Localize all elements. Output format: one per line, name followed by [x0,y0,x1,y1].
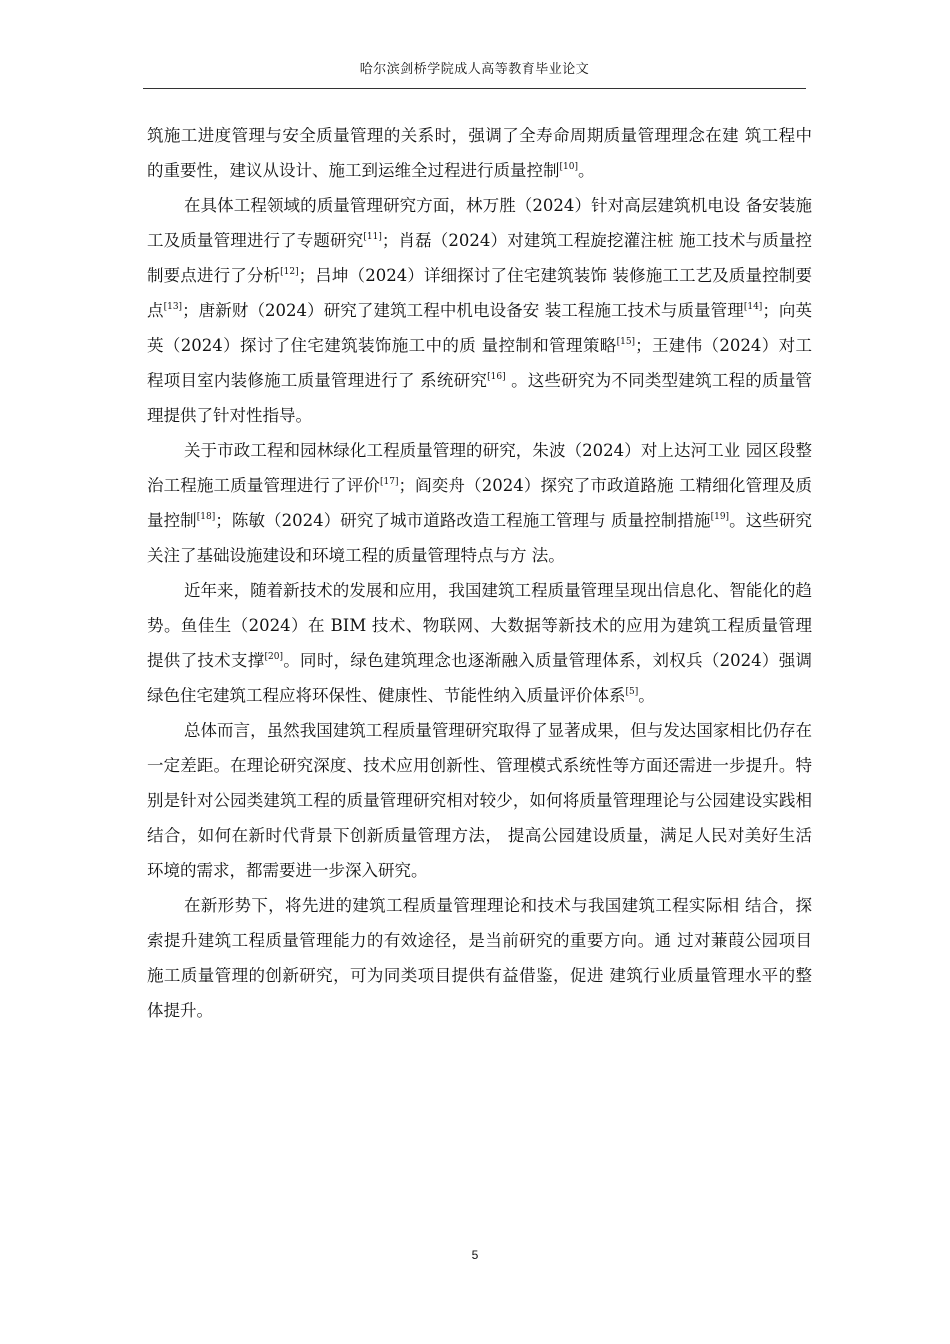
paragraph-text-segment: 总体而言，虽然我国建筑工程质量管理研究取得了显著成果，但与发达国家相比仍存在一定差距。在理论研究深度、技术应用创新性、管理模式系统性等方面还需进一步提升。特别是针对公园类建筑工程的质量管理研究相对较少，如何将质量管理理论与公园建设实践相结合，如何在新时代背景下创新质量管理方法， 提高公园建设质量，满足人民对美好生活环境的需求，都需要进一步深入研究。 [147,721,812,880]
citation-ref: [20] [264,652,283,662]
paragraph-2 [147,188,812,433]
paragraph-text-segment: 在具体工程领域的质量管理研究方面，林万胜（2024）针对高层建筑机电设 备安装施工及质量管理进行了专题研究 [147,196,812,250]
body-text [147,118,812,1028]
citation-ref: [14] [743,302,763,312]
citation-ref: [16] [487,372,506,382]
paragraph-1-tail: 。 [577,161,595,180]
paragraph-text-segment: ；吕坤（2024）详细探讨了住宅建筑装饰 装修施工工艺及质量控制要点 [147,266,812,320]
citation-ref: [12] [280,267,299,277]
citation-ref: [18] [196,512,216,522]
citation-ref: [5] [625,687,639,697]
paragraph-text-segment: 在新形势下，将先进的建筑工程质量管理理论和技术与我国建筑工程实际相 结合，探索提升建筑工程质量管理能力的有效途径，是当前研究的重要方向。通 过对蒹葭公园项目施工质量管理的创新研究，可为同类项目提供有益借鉴，促进 建筑行业质量管理水平的整体提升。 [147,896,812,1020]
paragraph-text-segment: 。这些研究关注了基础设施建设和环境工程的质量管理特点与方 法。 [147,511,813,565]
citation-ref: [13] [163,302,183,312]
citation-ref: [19] [710,512,730,522]
page-number: 5 [471,1248,479,1262]
paragraph-6 [147,888,812,1028]
paragraph-text-segment: ；肖磊（2024）对建筑工程旋挖灌注桩 施工技术与质量控制要点进行了分析 [147,231,812,285]
paragraph-text-segment: 。这些研究为不同类型建筑工程的质量管理提供了针对性指导。 [147,371,812,425]
paragraph-text-segment: ；唐新财（2024）研究了建筑工程中机电设备安 装工程施工技术与质量管理 [182,301,744,320]
paragraph-text-segment: 关于市政工程和园林绿化工程质量管理的研究，朱波（2024）对上达河工业 园区段整治工程施工质量管理进行了评价 [147,441,812,495]
header-rule [143,88,806,89]
paragraph-text-segment: 近年来，随着新技术的发展和应用，我国建筑工程质量管理呈现出信息化、智能化的趋势。鱼佳生（2024）在 BIM 技术、物联网、大数据等新技术的应用为建筑工程质量管理提供了技术支撑 [147,581,812,670]
page-header-title: 哈尔滨剑桥学院成人高等教育毕业论文 [359,62,590,77]
paragraph-text-segment: ；向英英（2024）探讨了住宅建筑装饰施工中的质 量控制和管理策略 [147,301,812,355]
paragraph-1 [147,118,812,188]
paragraph-4 [147,573,812,713]
paragraph-text-segment: ；阎奕舟（2024）探究了市政道路施 工精细化管理及质量控制 [147,476,812,530]
paragraph-text-segment: 。 [638,686,655,705]
paragraph-text-segment: ；陈敏（2024）研究了城市道路改造工程施工管理与 质量控制措施 [215,511,711,530]
citation-ref: [10] [559,162,578,172]
paragraph-1-text: 筑施工进度管理与安全质量管理的关系时，强调了全寿命周期质量管理理念在建 筑工程中的重要性，建议从设计、施工到运维全过程进行质量控制 [147,126,812,180]
paragraph-text-segment: ；王建伟（2024）对工程项目室内装修施工质量管理进行了 系统研究 [147,336,812,390]
citation-ref: [17] [380,477,399,487]
citation-ref: [15] [616,337,636,347]
paragraph-3 [147,433,812,573]
paragraph-text-segment: 。同时，绿色建筑理念也逐渐融入质量管理体系，刘权兵（2024）强调绿色住宅建筑工程应将环保性、健康性、节能性纳入质量评价体系 [147,651,813,705]
paragraph-5 [147,713,812,888]
citation-ref: [11] [363,232,382,242]
